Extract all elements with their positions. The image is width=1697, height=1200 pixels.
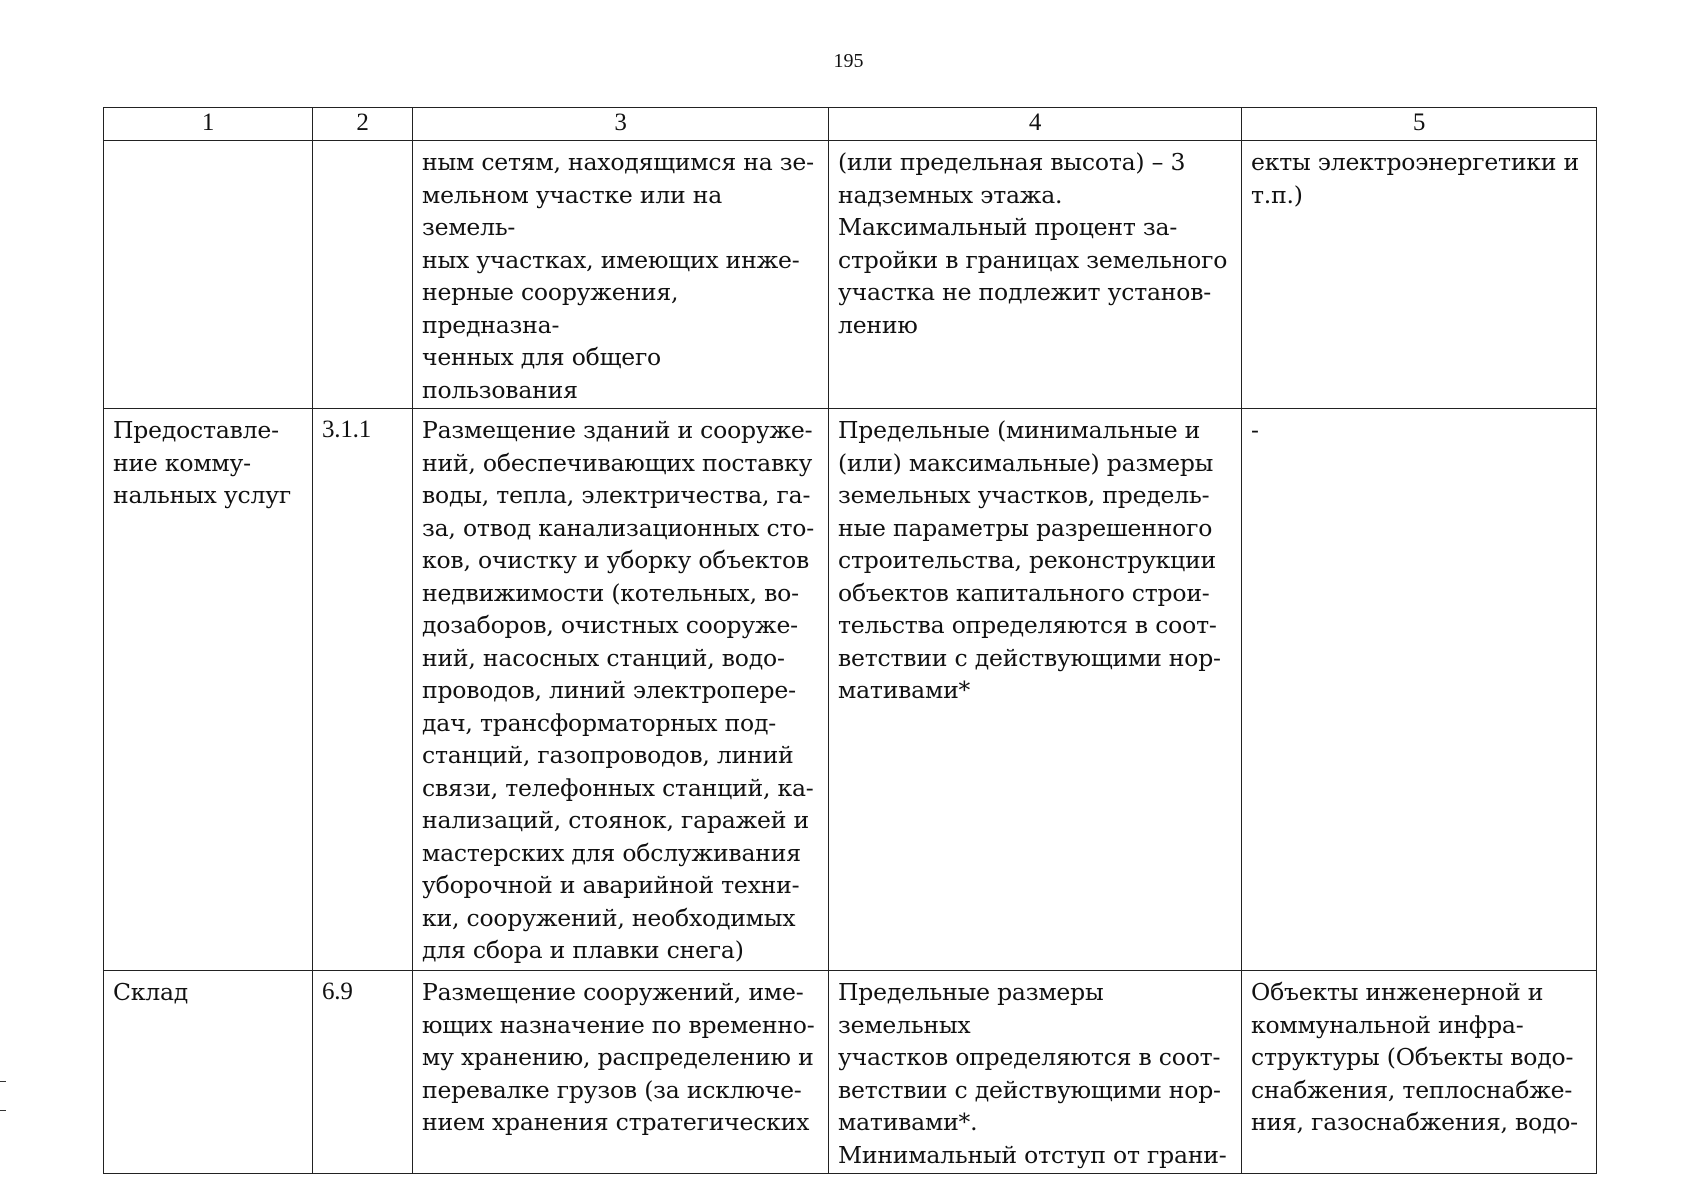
document-table (103, 107, 1597, 1174)
cell-parameters: (или предельная высота) – 3 надземных этажа. Максимальный процент за- стройки в границах земельного участка не подлежит установ- лению (829, 141, 1242, 409)
table-header-row (104, 108, 1597, 141)
cell-description: ным сетям, находящимся на зе- мельном участке или на земель- ных участках, имеющих инже- нерные сооружения, предназна- ченных для общего пользования (413, 141, 829, 409)
cell-classifier-code: 6.9 (313, 971, 413, 1174)
column-header-4: 4 (829, 108, 1242, 141)
cell-parameters: Предельные размеры земельных участков определяются в соот- ветствии с действующими нор- мативами*. Минимальный отступ от грани- (829, 971, 1242, 1174)
cell-land-use-name: Склад (104, 971, 313, 1174)
cell-parameters: Предельные (минимальные и (или) максимальные) размеры земельных участков, предель- ные параметры разрешенного строительства, реконструкции объектов капитального строи- тельства определяются в соот- ветствии с действующими нор- мативами* (829, 409, 1242, 971)
column-header-5: 5 (1242, 108, 1597, 141)
cell-accessory-use: екты электроэнергетики и т.п.) (1242, 141, 1597, 409)
cell-description: Размещение сооружений, име- ющих назначение по временно- му хранению, распределению и перевалке грузов (за исключе- нием хранения стратегических (413, 971, 829, 1174)
cell-classifier-code: 3.1.1 (313, 409, 413, 971)
cell-classifier-code (313, 141, 413, 409)
table-row (104, 141, 1597, 409)
column-header-1: 1 (104, 108, 313, 141)
margin-mark (0, 1110, 6, 1111)
page-number: 195 (833, 50, 864, 72)
cell-description: Размещение зданий и сооруже- ний, обеспечивающих поставку воды, тепла, электричества, га- за, отвод канализационных сто- ков, очистку и уборку объектов недвижимости (котельных, во- дозаборов, очистных сооруже- ний, насосных станций, водо- проводов, линий электропере- дач, трансформаторных под- станций, газопроводов, линий связи, телефонных станций, ка- нализаций, стоянок, гаражей и мастерских для обслуживания уборочной и аварийной техни- ки, сооружений, необходимых для сбора и плавки снега) (413, 409, 829, 971)
table-row (104, 409, 1597, 971)
column-header-3: 3 (413, 108, 829, 141)
margin-mark (0, 1081, 6, 1082)
table-row (104, 971, 1597, 1174)
cell-accessory-use: - (1242, 409, 1597, 971)
cell-land-use-name (104, 141, 313, 409)
cell-land-use-name: Предоставле- ние комму- нальных услуг (104, 409, 313, 971)
column-header-2: 2 (313, 108, 413, 141)
cell-accessory-use: Объекты инженерной и коммунальной инфра- структуры (Объекты водо- снабжения, теплоснабже- ния, газоснабжения, водо- (1242, 971, 1597, 1174)
